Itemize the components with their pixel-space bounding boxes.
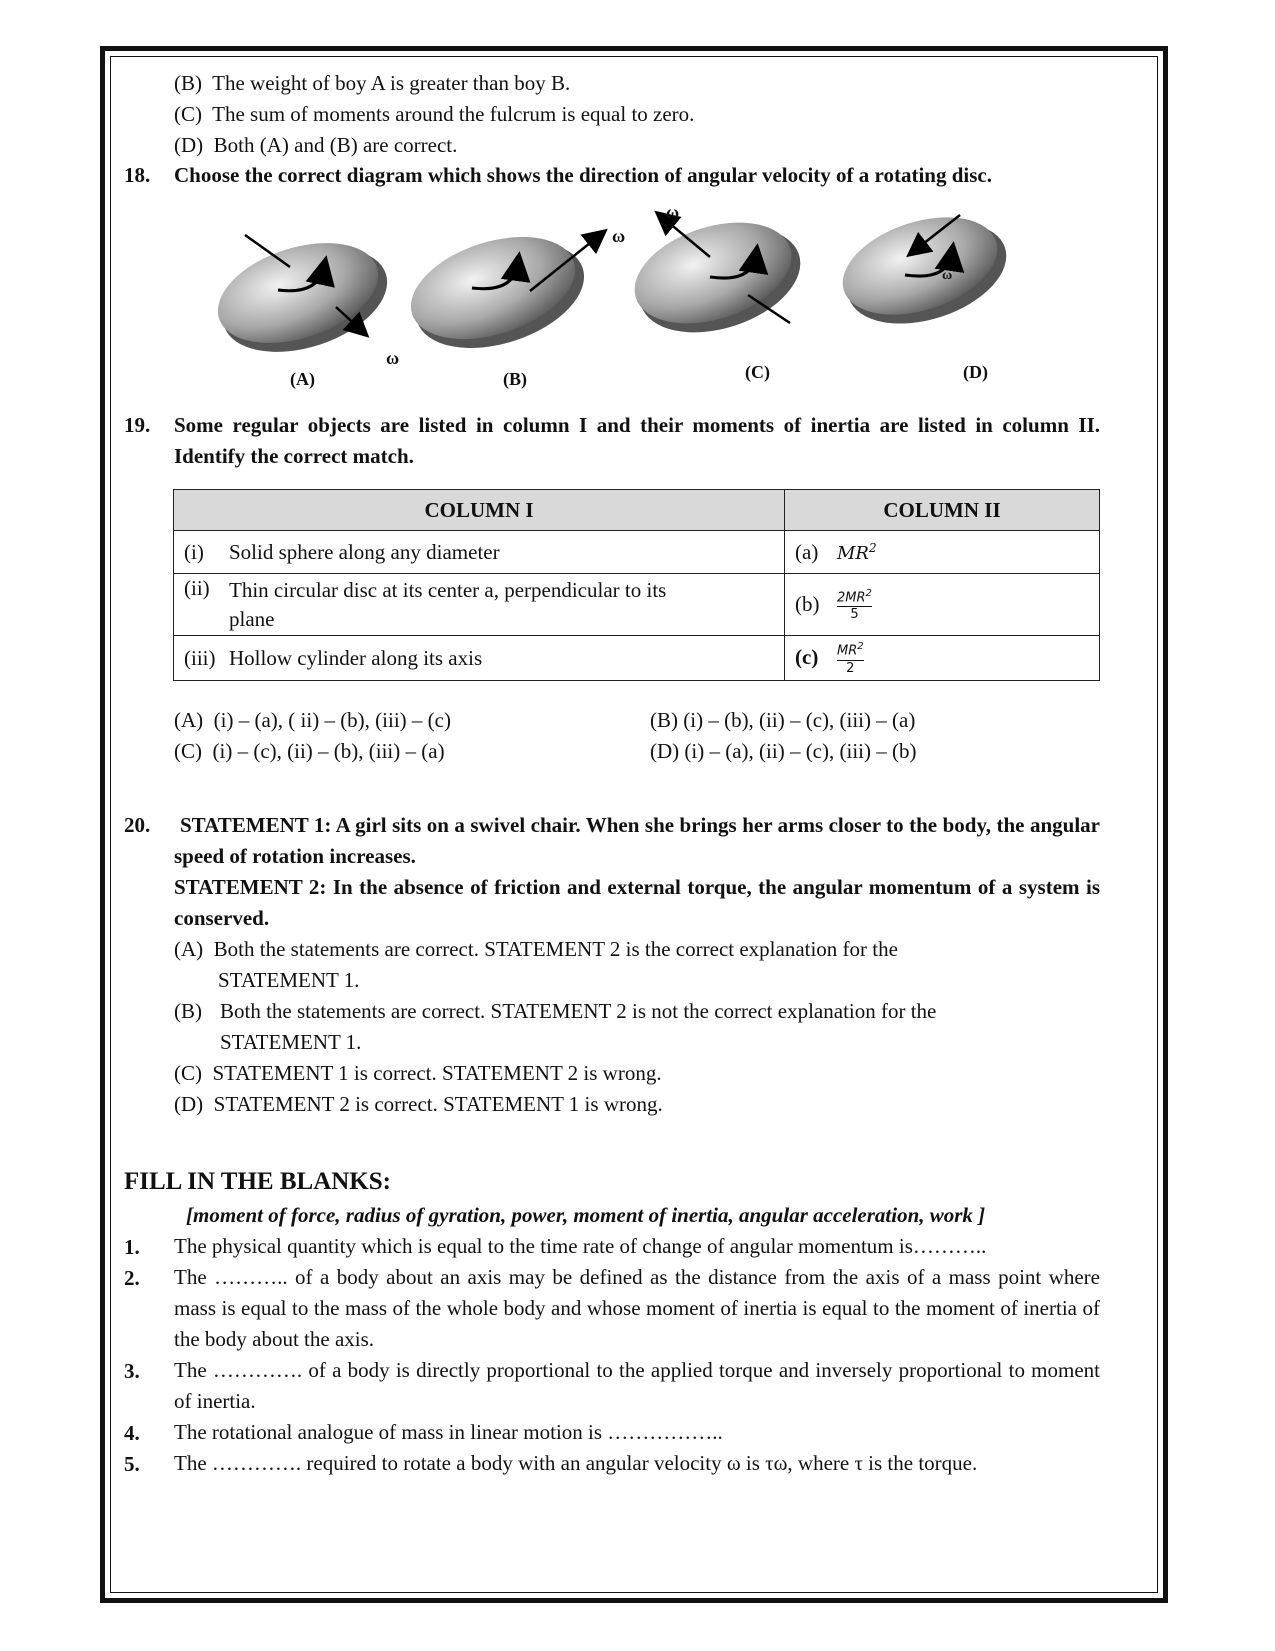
- q18-question: Choose the correct diagram which shows the direction of angular velocity of a rotating disc.: [174, 163, 992, 187]
- match-table: [173, 489, 1100, 681]
- fill-3-number: 3.: [124, 1359, 140, 1383]
- omega-label-b: ω: [612, 226, 626, 246]
- fill-1-number: 1.: [124, 1235, 140, 1259]
- formula-b: $\frac{2MR^2}{5}$: [837, 587, 872, 623]
- q20-option-b: (B): [174, 999, 202, 1023]
- q20-option-b-text: Both the statements are correct. STATEMENT 2 is not the correct explanation for the: [220, 999, 937, 1023]
- fill-1-text: The physical quantity which is equal to the time rate of change of angular momentum is………..: [174, 1234, 987, 1258]
- fill-2-text: The ……….. of a body about an axis may be defined as the distance from the axis of a mass point where mass is equal to the mass of the whole body and whose moment of inertia is equal to the moment of inertia of the body about the axis.: [174, 1265, 1100, 1351]
- q20-option-c: (C) STATEMENT 1 is correct. STATEMENT 2 is wrong.: [174, 1061, 662, 1085]
- q19-option-a: (A) (i) – (a), ( ii) – (b), (iii) – (c): [174, 708, 451, 732]
- row-letter: (b): [795, 591, 820, 616]
- row-letter: (a): [795, 539, 819, 564]
- fill-5-text: The …………. required to rotate a body with an angular velocity ω is τω, where τ is the torque.: [174, 1451, 978, 1475]
- fill-4-number: 4.: [124, 1421, 140, 1445]
- q18-number: 18.: [124, 163, 151, 187]
- q20-option-a: (A) Both the statements are correct. STATEMENT 2 is the correct explanation for the: [174, 937, 898, 961]
- table-row: [174, 574, 1100, 636]
- row-object: Solid sphere along any diameter: [229, 539, 500, 564]
- q20-number: 20.: [124, 813, 151, 837]
- disc-d: [830, 199, 1019, 342]
- q20-option-d: (D) STATEMENT 2 is correct. STATEMENT 1 is wrong.: [174, 1092, 663, 1116]
- fill-4-text: The rotational analogue of mass in linear motion is ……………..: [174, 1420, 723, 1444]
- row-roman: (i): [184, 539, 204, 564]
- disc-label-b: (B): [503, 369, 527, 389]
- fill-heading: FILL IN THE BLANKS:: [124, 1168, 391, 1195]
- disc-label-c: (C): [745, 362, 770, 382]
- disc-diagrams: [200, 195, 1080, 395]
- column-i-header: COLUMN I: [174, 490, 785, 531]
- q20-statement-2: STATEMENT 2: In the absence of friction and external torque, the angular momentum of a system is conserved.: [174, 875, 1100, 930]
- table-row: [174, 531, 1100, 574]
- disc-label-a: (A): [290, 369, 315, 389]
- row-roman: (iii): [184, 645, 216, 670]
- row-object: Thin circular disc at its center a, perpendicular to its plane: [229, 577, 667, 631]
- column-ii-header: COLUMN II: [785, 490, 1100, 531]
- q20-statement-1: STATEMENT 1: A girl sits on a swivel chair. When she brings her arms closer to the body, the angular speed of rotation increases.: [174, 813, 1100, 868]
- disc-b: [398, 218, 600, 368]
- q17-option-d: (D) Both (A) and (B) are correct.: [174, 133, 458, 157]
- omega-label-a: ω: [386, 348, 400, 368]
- q19-question: Some regular objects are listed in column I and their moments of inertia are listed in column II. Identify the correct match.: [174, 413, 1100, 468]
- q19-option-c: (C) (i) – (c), (ii) – (b), (iii) – (a): [174, 739, 445, 763]
- row-letter: (c): [795, 645, 819, 670]
- table-row: [174, 636, 1100, 681]
- row-object: Hollow cylinder along its axis: [229, 645, 483, 670]
- q19-number: 19.: [124, 413, 151, 437]
- omega-label-c: ω: [666, 202, 680, 222]
- fill-5-number: 5.: [124, 1452, 140, 1476]
- q19-option-b: (B) (i) – (b), (ii) – (c), (iii) – (a): [650, 708, 916, 732]
- q17-option-c: (C) The sum of moments around the fulcrum is equal to zero.: [174, 102, 695, 126]
- formula-c: $\frac{MR^2}{2}$: [837, 641, 864, 676]
- fill-2-number: 2.: [124, 1266, 140, 1290]
- q20-option-b-cont: STATEMENT 1.: [220, 1030, 362, 1054]
- q20-option-a-cont: STATEMENT 1.: [218, 968, 360, 992]
- omega-label-d: ω: [942, 268, 953, 283]
- q17-option-b: (B) The weight of boy A is greater than boy B.: [174, 71, 571, 95]
- disc-label-d: (D): [963, 362, 988, 382]
- fill-3-text: The …………. of a body is directly proportional to the applied torque and inversely proportional to moment of inertia.: [174, 1358, 1100, 1413]
- row-roman: (ii): [184, 575, 210, 600]
- formula-a: $MR^2$: [837, 540, 877, 564]
- disc-c: [622, 204, 814, 351]
- q19-option-d: (D) (i) – (a), (ii) – (c), (iii) – (b): [650, 739, 917, 763]
- disc-a: [205, 225, 400, 371]
- word-bank: [moment of force, radius of gyration, power, moment of inertia, angular acceleration, work ]: [186, 1203, 986, 1227]
